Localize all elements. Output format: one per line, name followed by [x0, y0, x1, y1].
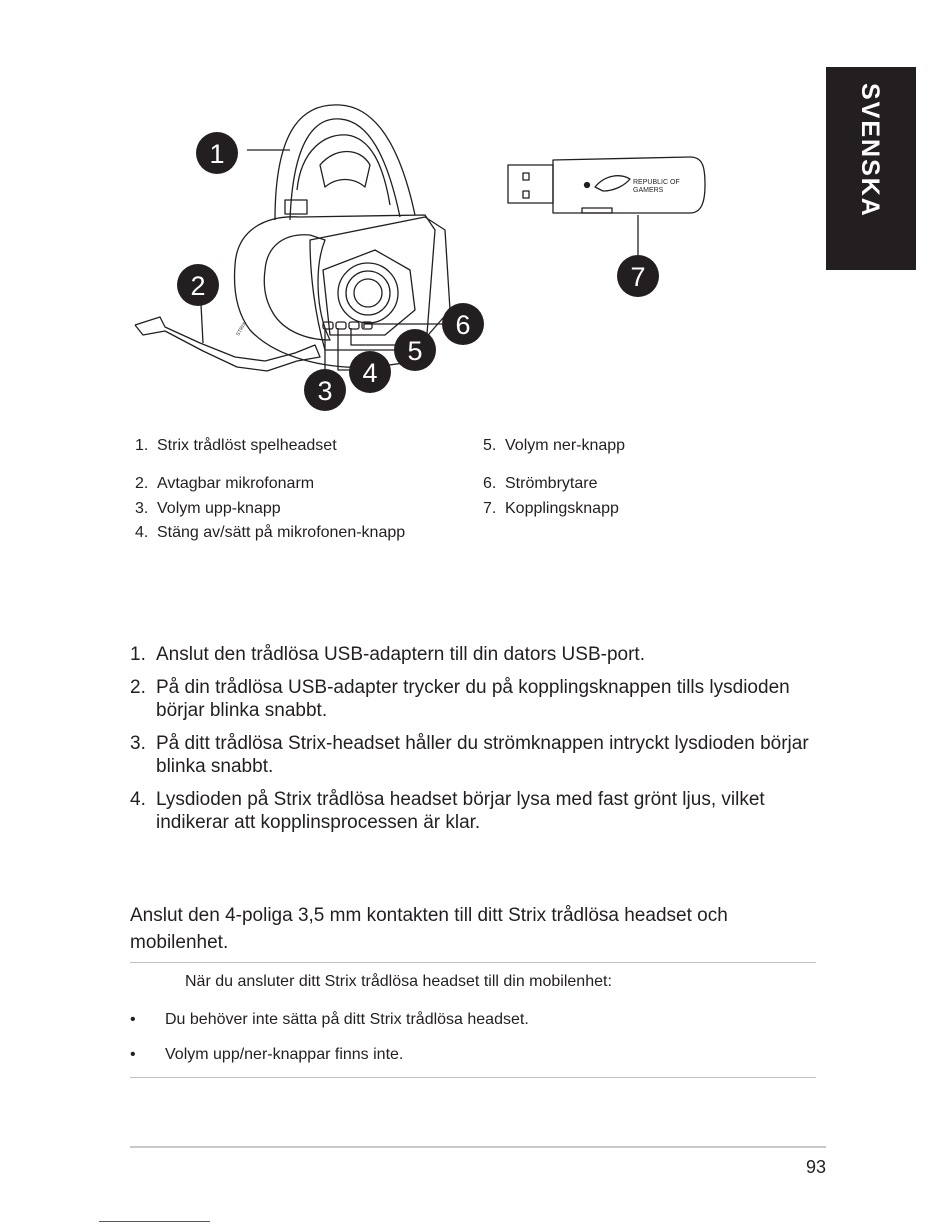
callout-5: 5: [407, 336, 423, 366]
dongle-logo-text-1: REPUBLIC OF: [633, 179, 680, 186]
callout-7: 7: [630, 262, 646, 292]
step-item: 4. Lysdioden på Strix trådlösa headset börjar lysa med fast grönt ljus, vilket indikerar att kopplinsprocessen är klar.: [130, 789, 765, 833]
callout-6: 6: [455, 310, 471, 340]
step-item: 3. På ditt trådlösa Strix-headset håller du strömknappen intryckt lysdioden börjar blinka snabbt.: [130, 733, 809, 777]
note-top-divider: [130, 962, 816, 963]
note-bottom-divider: [130, 1077, 816, 1078]
callout-2: 2: [190, 271, 206, 301]
parts-list-item: 4. Stäng av/sätt på mikrofonen-knapp: [135, 524, 406, 541]
mobile-connect-paragraph: Anslut den 4-poliga 3,5 mm kontakten till ditt Strix trådlösa headset och mobilenhet.: [130, 905, 728, 953]
link-underline: [99, 1221, 210, 1222]
callout-3: 3: [317, 376, 333, 406]
parts-list-item: 2. Avtagbar mikrofonarm: [135, 475, 315, 492]
parts-list-item: 3. Volym upp-knapp: [135, 500, 281, 517]
headband: [275, 105, 415, 220]
page-number: 93: [805, 1157, 826, 1177]
parts-list-item: 6. Strömbrytare: [483, 475, 598, 492]
parts-list-item: 7. Kopplingsknapp: [483, 500, 619, 517]
language-tab-label: SVENSKA: [856, 83, 884, 218]
callout-4: 4: [362, 358, 378, 388]
note-heading: När du ansluter ditt Strix trådlösa headset till din mobilenhet:: [185, 973, 612, 990]
parts-list-item: 1. Strix trådlöst spelheadset: [135, 437, 337, 454]
headset-brand-label: STRIX: [235, 321, 248, 338]
dongle-logo-text-2: GAMERS: [633, 187, 664, 194]
headset-illustration: [125, 95, 715, 425]
note-bullet: • Du behöver inte sätta på ditt Strix trådlösa headset.: [130, 1011, 529, 1028]
footer-divider: [130, 1146, 826, 1148]
parts-list-item: 5. Volym ner-knapp: [483, 437, 626, 454]
step-item: 2. På din trådlösa USB-adapter trycker du på kopplingsknappen tills lysdioden börjar blinka snabbt.: [130, 677, 790, 721]
note-bullet: • Volym upp/ner-knappar finns inte.: [130, 1046, 404, 1063]
language-tab: [826, 67, 916, 270]
step-item: 1. Anslut den trådlösa USB-adaptern till din dators USB-port.: [130, 644, 645, 665]
usb-dongle: [553, 157, 705, 213]
pairing-steps: [130, 643, 830, 844]
callout-1: 1: [209, 139, 225, 169]
